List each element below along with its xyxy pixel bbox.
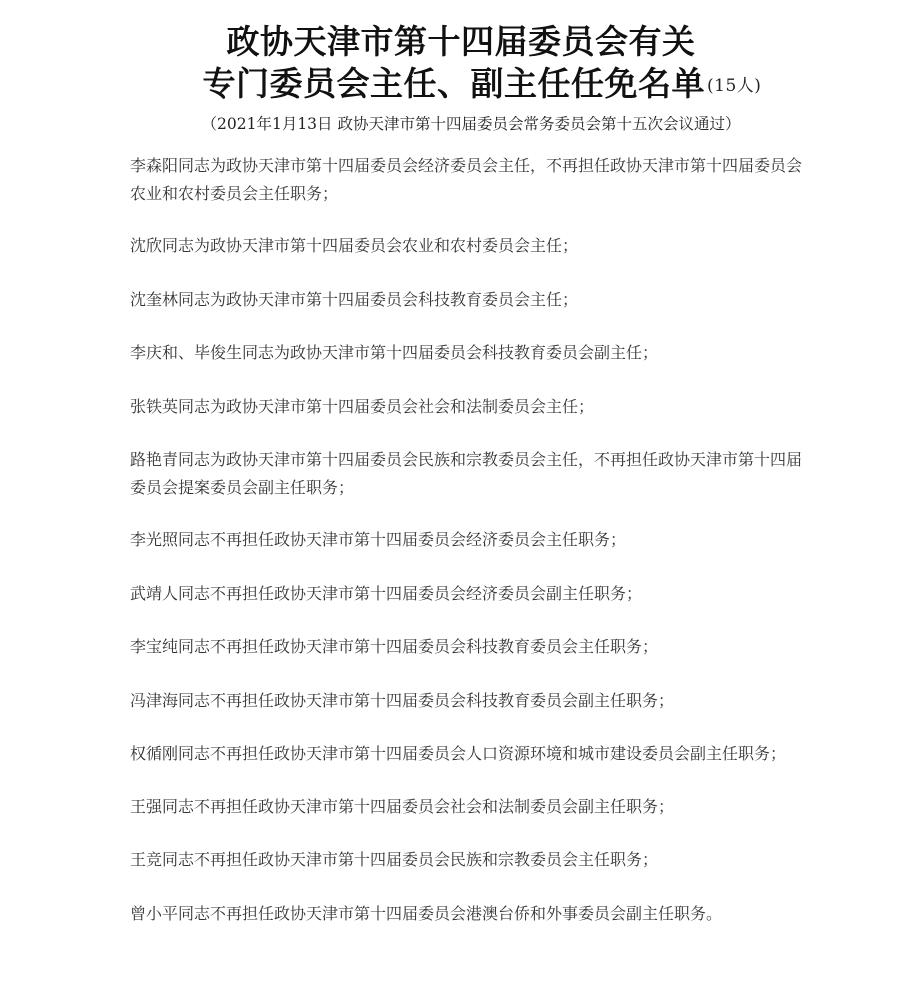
- list-item: 李森阳同志为政协天津市第十四届委员会经济委员会主任，不再担任政协天津市第十四届委员会农业和农村委员会主任职务；: [130, 156, 803, 203]
- list-item: 路艳青同志为政协天津市第十四届委员会民族和宗教委员会主任，不再担任政协天津市第十四届委员会提案委员会副主任职务；: [130, 450, 803, 497]
- list-item: 沈欣同志为政协天津市第十四届委员会农业和农村委员会主任；: [130, 236, 579, 255]
- list-item: 王竞同志不再担任政协天津市第十四届委员会民族和宗教委员会主任职务；: [130, 850, 659, 869]
- document-title-line-1: [0, 16, 922, 63]
- list-item: 李光照同志不再担任政协天津市第十四届委员会经济委员会主任职务；: [130, 530, 627, 549]
- list-item: 王强同志不再担任政协天津市第十四届委员会社会和法制委员会副主任职务；: [130, 796, 675, 816]
- list-item: 曾小平同志不再担任政协天津市第十四届委员会港澳台侨和外事委员会副主任职务。: [130, 903, 723, 923]
- appointee-count: (15人): [707, 76, 762, 96]
- list-item: 张铁英同志为政协天津市第十四届委员会社会和法制委员会主任；: [130, 396, 595, 416]
- document-subtitle: （2021年1月13日 政协天津市第十四届委员会常务委员会第十五次会议通过）: [201, 115, 741, 133]
- list-item: 李宝纯同志不再担任政协天津市第十四届委员会科技教育委员会主任职务；: [130, 637, 659, 656]
- list-item: 李庆和、毕俊生同志为政协天津市第十四届委员会科技教育委员会副主任；: [130, 343, 659, 362]
- appointment-list: [130, 152, 812, 953]
- title-line-1-text: 政协天津市第十四届委员会有关: [226, 22, 696, 61]
- list-item: 沈奎林同志为政协天津市第十四届委员会科技教育委员会主任；: [130, 289, 579, 309]
- list-item: 权循刚同志不再担任政协天津市第十四届委员会人口资源环境和城市建设委员会副主任职务；: [130, 744, 787, 763]
- title-line-2-text: 专门委员会主任、副主任任免名单: [202, 64, 706, 103]
- list-item: 武靖人同志不再担任政协天津市第十四届委员会经济委员会副主任职务；: [130, 583, 643, 603]
- document-title-line-2: [0, 58, 922, 105]
- list-item: 冯津海同志不再担任政协天津市第十四届委员会科技教育委员会副主任职务；: [130, 690, 675, 710]
